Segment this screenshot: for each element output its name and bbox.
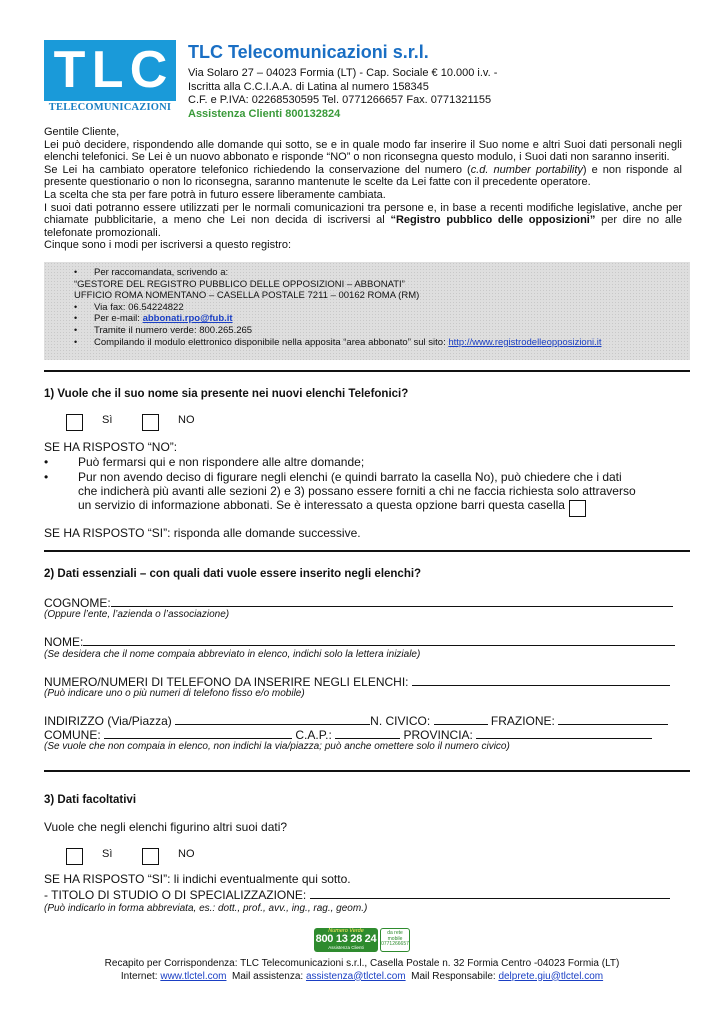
indirizzo-row: INDIRIZZO (Via/Piazza) N. CIVICO: FRAZIONE: — [44, 713, 668, 728]
q3-yes-checkbox[interactable] — [66, 848, 83, 865]
method-phone: • Tramite il numero verde: 800.265.265 — [74, 325, 690, 337]
cognome-input[interactable] — [111, 595, 673, 607]
civico-input[interactable] — [434, 713, 488, 725]
numero-field: NUMERO/NUMERI DI TELEFONO DA INSERIRE NEGLI ELENCHI: — [44, 674, 670, 689]
address-hint: (Se vuole che non compaia in elenco, non indichi la via/piazza; può anche omettere solo il numero civico) — [44, 741, 510, 752]
company-logo — [44, 40, 176, 114]
section-divider — [44, 770, 690, 772]
toll-free-number-badge: Numero Verde 800 13 28 24 Assistenza Clienti — [315, 928, 377, 950]
logo-letters — [44, 40, 176, 100]
intro-text — [44, 126, 682, 252]
q3-no-label: NO — [178, 848, 195, 860]
titolo-field: - TITOLO DI STUDIO O DI SPECIALIZZAZIONE: — [44, 887, 670, 902]
bullet-icon: • — [44, 455, 49, 469]
logo-letter-t: T — [53, 41, 85, 99]
registry-website-link[interactable]: http://www.registrodelleopposizioni.it — [448, 336, 602, 348]
frazione-input[interactable] — [558, 713, 668, 725]
toll-free-badge — [314, 928, 410, 952]
intro-paragraph-5: Cinque sono i modi per iscriversi a questo registro: — [44, 239, 292, 252]
company-assistance: Assistenza Clienti 800132824 — [188, 107, 341, 120]
q1-yes-label: Sì — [102, 414, 113, 426]
q1-bullet-2: • Pur non avendo deciso di figurare negli elenchi (e quindi barrato la casella No), può chiedere che i dati che indicherà più avanti alle sezioni 2) e 3) possano essere forniti a chi ne faccia richiesta solo attraverso un servizio di informazione abbonati. Se è interessato a questa opzione barri questa casella — [44, 470, 636, 513]
intro-paragraph-1: Lei può decidere, rispondendo alle domande qui sotto, se e in quale modo far inserire il Suo nome e altri Suoi dati personali negli elenchi telefonici. Se Lei è un nuovo abbonato e risponde “NO” o non riconsegna questo modulo, i Suoi dati non saranno inseriti. — [44, 138, 682, 164]
method-mail-recipient: “GESTORE DEL REGISTRO PUBBLICO DELLE OPPOSIZIONI – ABBONATI” — [74, 278, 405, 290]
titolo-hint: (Può indicarlo in forma abbreviata, es.: dott., prof., avv., ing., rag., geom.) — [44, 903, 368, 914]
cap-input[interactable] — [335, 727, 400, 739]
logo-letter-c: C — [129, 41, 167, 99]
question-3-title: 3) Dati facoltativi — [44, 794, 137, 806]
company-tax: C.F. e P.IVA: 02268530595 Tel. 0771266657 Fax. 0771321155 — [188, 94, 492, 106]
nome-hint: (Se desidera che il nome compaia abbreviato in elenco, indichi solo la lettera iniziale) — [44, 649, 421, 660]
intro-greeting: Gentile Cliente, — [44, 126, 120, 138]
section-divider — [44, 370, 690, 372]
q3-question: Vuole che negli elenchi figurino altri suoi dati? — [44, 820, 288, 834]
q1-if-no-heading: SE HA RISPOSTO “NO”: — [44, 440, 178, 454]
email-link[interactable]: abbonati.rpo@fub.it — [142, 313, 233, 325]
website-link[interactable]: www.tlctel.com — [160, 970, 227, 982]
logo-letter-l: L — [91, 41, 123, 99]
method-online: • Compilando il modulo elettronico disponibile nella apposita “area abbonato” sul sito: http://www.registrodelleopposizioni.it — [74, 337, 690, 349]
numero-hint: (Può indicare uno o più numeri di telefono fisso e/o mobile) — [44, 688, 305, 699]
method-mail-address: UFFICIO ROMA NOMENTANO – CASELLA POSTALE 7211 – 00162 ROMA (RM) — [74, 290, 420, 302]
q3-yes-label: Sì — [102, 848, 113, 860]
q3-if-yes: SE HA RISPOSTO “SI”: li indichi eventualmente qui sotto. — [44, 872, 351, 886]
intro-paragraph-3: La scelta che sta per fare potrà in futuro essere liberamente cambiata. — [44, 188, 386, 201]
titolo-input[interactable] — [310, 887, 670, 899]
section-divider — [44, 550, 690, 552]
numero-input[interactable] — [412, 674, 670, 686]
comune-row: COMUNE: C.A.P.: PROVINCIA: — [44, 727, 652, 742]
company-registry: Iscritta alla C.C.I.A.A. di Latina al numero 158345 — [188, 80, 429, 93]
q1-no-checkbox[interactable] — [142, 414, 159, 431]
comune-input[interactable] — [104, 727, 292, 739]
provincia-input[interactable] — [476, 727, 652, 739]
method-mail: • Per raccomandata, scrivendo a: — [74, 267, 690, 279]
manager-email-link[interactable]: delprete.giu@tlctel.com — [498, 970, 604, 982]
nome-input[interactable] — [83, 634, 675, 646]
footer-contacts: Internet: www.tlctel.com Mail assistenza: assistenza@tlctel.com Mail Responsabile: delprete.giu@tlctel.com — [120, 970, 604, 982]
directory-service-only-checkbox[interactable] — [569, 500, 586, 517]
cognome-field: COGNOME: — [44, 595, 673, 610]
question-2-title: 2) Dati essenziali – con quali dati vuole essere inserito negli elenchi? — [44, 568, 422, 580]
q1-bullet-1: • Può fermarsi qui e non rispondere alle altre domande; — [44, 455, 365, 469]
q1-if-yes: SE HA RISPOSTO “SI”: risponda alle domande successive. — [44, 526, 361, 540]
q1-no-label: NO — [178, 414, 195, 426]
toll-free-number: 800 13 28 24 — [315, 933, 377, 945]
q1-yes-checkbox[interactable] — [66, 414, 83, 431]
assistance-email-link[interactable]: assistenza@tlctel.com — [305, 970, 406, 982]
cognome-hint: (Oppure l’ente, l’azienda o l’associazione) — [44, 609, 230, 620]
q3-no-checkbox[interactable] — [142, 848, 159, 865]
logo-subtitle: TELECOMUNICAZIONI — [44, 100, 176, 114]
company-name: TLC Telecomunicazioni s.r.l. — [188, 42, 429, 62]
question-1-title: 1) Vuole che il suo nome sia presente nei nuovi elenchi Telefonici? — [44, 388, 409, 400]
page-footer — [0, 958, 724, 983]
registry-methods-box — [44, 262, 690, 360]
mobile-number-badge: da rete mobile 0771266657 — [380, 928, 410, 952]
method-email: • Per e-mail: abbonati.rpo@fub.it — [74, 313, 690, 325]
nome-field: NOME: — [44, 634, 675, 649]
company-address: Via Solaro 27 – 04023 Formia (LT) - Cap. Sociale € 10.000 i.v. - — [188, 67, 498, 79]
bullet-icon: • — [44, 470, 49, 484]
indirizzo-input[interactable] — [175, 713, 370, 725]
footer-address: Recapito per Corrispondenza: TLC Telecomunicazioni s.r.l., Casella Postale n. 32 Formia Centro -04023 Formia (LT) — [104, 958, 620, 969]
intro-paragraph-4: I suoi dati potranno essere utilizzati per le normali comunicazioni tra persone e, in base a recenti modifiche legislative, anche per chiamate pubblicitarie, a meno che Lei non decida di iscriversi al “Registro pubblico delle opposizioni” per dire no alle telefonate promozionali. — [44, 201, 682, 239]
method-fax: • Via fax: 06.54224822 — [74, 302, 690, 314]
company-info — [188, 42, 688, 121]
intro-paragraph-2: Se Lei ha cambiato operatore telefonico richiedendo la conservazione del numero (c.d. number portability) e non risponde al presente questionario o non lo riconsegna, saranno mantenute le scelte da Lei fatte con il precedente operatore. — [44, 163, 682, 189]
